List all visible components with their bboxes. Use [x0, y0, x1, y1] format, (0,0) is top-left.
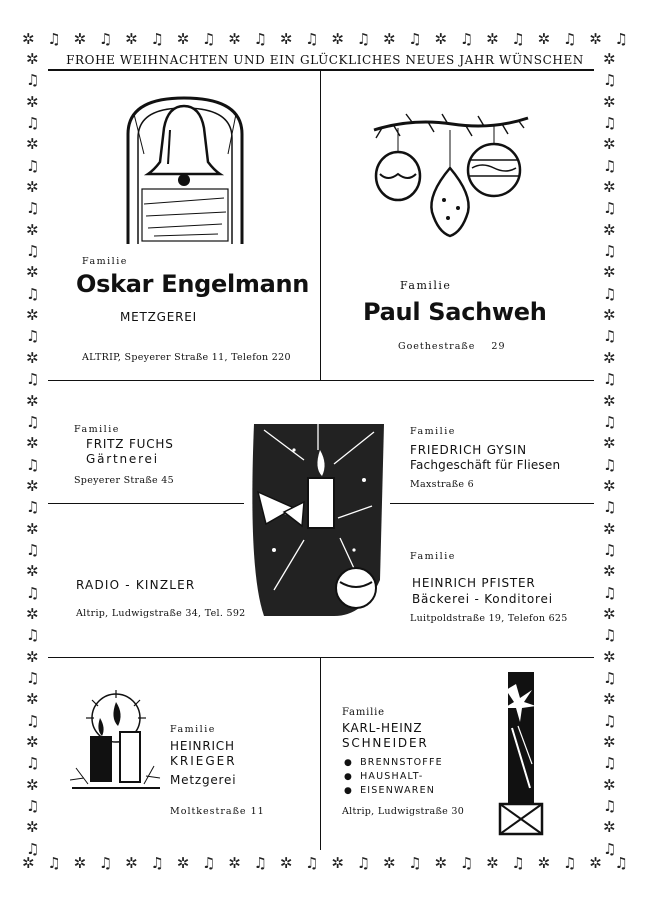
- bell-icon: ♫: [603, 199, 617, 218]
- bell-window-illustration: [124, 94, 246, 246]
- engelmann-name: Oskar Engelmann: [76, 270, 310, 298]
- star-icon: ✲: [382, 30, 396, 48]
- star-icon: ✲: [26, 519, 39, 538]
- krieger-name-line2: KRIEGER: [170, 754, 237, 768]
- bell-icon: ♫: [408, 854, 422, 872]
- border-top: [22, 30, 628, 48]
- schneider-item: ● EISENWAREN: [344, 785, 435, 796]
- star-icon: ✲: [279, 30, 293, 48]
- bell-icon: ♫: [511, 30, 525, 48]
- bell-icon: ♫: [253, 30, 268, 48]
- star-icon: ✲: [26, 178, 39, 197]
- bell-icon: ♫: [150, 30, 164, 48]
- bell-icon: ♫: [603, 455, 617, 474]
- bell-icon: ♫: [603, 540, 617, 559]
- gysin-address: Maxstraße 6: [410, 479, 474, 490]
- bell-icon: ♫: [26, 71, 40, 90]
- star-icon: ✲: [603, 476, 616, 495]
- star-icon: ✲: [537, 854, 551, 872]
- star-icon: ✲: [26, 476, 39, 495]
- gysin-familie-label: Familie: [410, 426, 456, 437]
- bell-icon: ♫: [47, 854, 61, 872]
- star-icon: ✲: [603, 135, 616, 154]
- krieger-familie-label: Familie: [170, 724, 216, 735]
- border-left: [26, 50, 39, 858]
- star-icon: ✲: [73, 854, 87, 872]
- star-icon: ✲: [26, 647, 39, 666]
- pfister-familie-label: Familie: [410, 551, 456, 562]
- bell-icon: ♫: [26, 114, 40, 133]
- divider-col-top: [320, 70, 321, 380]
- sachweh-address: Goethestraße 29: [398, 341, 506, 352]
- star-icon: ✲: [589, 854, 602, 872]
- sachweh-familie-label: Familie: [400, 279, 452, 292]
- kinzler-address: Altrip, Ludwigstraße 34, Tel. 592: [76, 608, 246, 619]
- bell-icon: ♫: [603, 754, 617, 773]
- fuchs-address: Speyerer Straße 45: [74, 475, 174, 486]
- star-icon: ✲: [228, 30, 241, 48]
- bell-icon: ♫: [26, 327, 40, 346]
- star-icon: ✲: [26, 92, 39, 111]
- bell-icon: ♫: [603, 370, 617, 389]
- bell-icon: ♫: [603, 711, 617, 730]
- bell-icon: ♫: [603, 327, 617, 346]
- schneider-item: ● HAUSHALT-: [344, 771, 423, 782]
- star-icon: ✲: [26, 391, 39, 410]
- engelmann-familie-label: Familie: [82, 256, 128, 267]
- bell-icon: ♫: [603, 71, 617, 90]
- star-icon: ✲: [382, 854, 396, 872]
- bell-icon: ♫: [603, 114, 617, 133]
- schneider-address: Altrip, Ludwigstraße 30: [342, 806, 465, 817]
- star-icon: ✲: [26, 733, 39, 751]
- bell-icon: ♫: [603, 498, 617, 517]
- bell-icon: ♫: [356, 30, 371, 48]
- kinzler-name: RADIO - KINZLER: [76, 578, 196, 592]
- pfister-trade: Bäckerei - Konditorei: [412, 592, 553, 606]
- star-icon: ✲: [603, 604, 616, 623]
- bell-icon: ♫: [356, 854, 371, 872]
- schneider-familie-label: Familie: [342, 707, 385, 718]
- greeting-headline: FROHE WEIHNACHTEN UND EIN GLÜCKLICHES NEUES JAHR WÜNSCHEN: [66, 53, 584, 67]
- star-icon: ✲: [26, 348, 39, 367]
- bell-icon: ♫: [614, 854, 628, 872]
- bell-icon: ♫: [603, 583, 617, 602]
- bell-icon: ♫: [26, 199, 40, 218]
- bell-icon: ♫: [603, 797, 617, 816]
- schneider-item: ● BRENNSTOFFE: [344, 757, 443, 768]
- bell-icon: ♫: [26, 797, 40, 816]
- bell-icon: ♫: [511, 854, 525, 872]
- bell-icon: ♫: [26, 284, 40, 303]
- ornaments-illustration: [372, 112, 530, 238]
- star-icon: ✲: [22, 854, 35, 872]
- star-icon: ✲: [603, 391, 616, 410]
- star-icon: ✲: [26, 135, 39, 154]
- bell-icon: ♫: [614, 30, 628, 48]
- krieger-address: Moltkestraße 11: [170, 806, 265, 817]
- krieger-trade: Metzgerei: [170, 773, 237, 787]
- star-icon: ✲: [603, 220, 616, 239]
- bell-icon: ♫: [603, 412, 617, 431]
- pfister-address: Luitpoldstraße 19, Telefon 625: [410, 613, 568, 624]
- schneider-name-line2: SCHNEIDER: [342, 736, 429, 750]
- bell-icon: ♫: [603, 284, 617, 303]
- star-icon: ✲: [603, 647, 616, 666]
- star-icon: ✲: [331, 30, 344, 48]
- star-icon: ✲: [603, 519, 616, 538]
- bell-icon: ♫: [202, 30, 216, 48]
- bell-icon: ♫: [26, 498, 40, 517]
- bell-icon: ♫: [253, 854, 268, 872]
- fuchs-trade: Gärtnerei: [86, 452, 159, 466]
- candles-illustration: [70, 688, 162, 792]
- fuchs-familie-label: Familie: [74, 424, 120, 435]
- star-icon: ✲: [603, 263, 616, 282]
- star-icon: ✲: [176, 30, 190, 48]
- divider-mid-right: [390, 503, 594, 504]
- bell-icon: ♫: [26, 156, 40, 175]
- divider-row-3: [48, 657, 594, 658]
- engelmann-trade: METZGEREI: [120, 310, 198, 324]
- bell-icon: ♫: [26, 754, 40, 773]
- star-icon: ✲: [603, 178, 616, 197]
- star-icon: ✲: [603, 562, 616, 581]
- schneider-name-line1: KARL-HEINZ: [342, 721, 423, 735]
- star-icon: ✲: [537, 30, 551, 48]
- star-icon: ✲: [26, 220, 39, 239]
- bell-icon: ♫: [26, 583, 40, 602]
- star-icon: ✲: [603, 818, 616, 837]
- engelmann-address: ALTRIP, Speyerer Straße 11, Telefon 220: [82, 352, 291, 363]
- pfister-name: HEINRICH PFISTER: [412, 576, 536, 590]
- star-icon: ✲: [26, 562, 39, 581]
- star-icon: ✲: [176, 854, 190, 872]
- star-icon: ✲: [603, 733, 616, 751]
- star-icon: ✲: [486, 854, 499, 872]
- star-icon: ✲: [486, 30, 499, 48]
- border-bottom: [22, 854, 628, 872]
- star-icon: ✲: [26, 306, 39, 325]
- divider-row-1: [48, 380, 594, 381]
- star-icon: ✲: [26, 263, 39, 282]
- star-icon: ✲: [125, 30, 138, 48]
- star-icon: ✲: [434, 854, 448, 872]
- bell-icon: ♫: [150, 854, 164, 872]
- bell-icon: ♫: [98, 854, 113, 872]
- bell-icon: ♫: [562, 30, 577, 48]
- star-icon: ✲: [26, 604, 39, 623]
- star-icon: ✲: [434, 30, 448, 48]
- fuchs-name: FRITZ FUCHS: [86, 437, 174, 451]
- bell-icon: ♫: [459, 30, 474, 48]
- bell-icon: ♫: [47, 30, 61, 48]
- bell-icon: ♫: [408, 30, 422, 48]
- star-icon: ✲: [331, 854, 344, 872]
- tall-candle-illustration: [496, 668, 548, 838]
- star-icon: ✲: [73, 30, 87, 48]
- star-icon: ✲: [589, 30, 602, 48]
- bell-icon: ♫: [26, 626, 40, 645]
- star-icon: ✲: [125, 854, 138, 872]
- gysin-name: FRIEDRICH GYSIN: [410, 443, 527, 457]
- bell-icon: ♫: [603, 626, 617, 645]
- bell-icon: ♫: [305, 854, 319, 872]
- star-icon: ✲: [603, 348, 616, 367]
- star-icon: ✲: [603, 434, 616, 453]
- divider-col-bottom: [320, 657, 321, 850]
- bell-icon: ♫: [26, 540, 40, 559]
- star-icon: ✲: [603, 92, 616, 111]
- bell-icon: ♫: [562, 854, 577, 872]
- bell-icon: ♫: [26, 242, 40, 261]
- star-icon: ✲: [603, 50, 616, 68]
- candle-illustration: [244, 420, 390, 620]
- bell-icon: ♫: [26, 839, 40, 858]
- gysin-trade: Fachgeschäft für Fliesen: [410, 458, 561, 472]
- star-icon: ✲: [26, 434, 39, 453]
- star-icon: ✲: [228, 854, 241, 872]
- bell-icon: ♫: [603, 242, 617, 261]
- divider-mid-left: [48, 503, 244, 504]
- sachweh-name: Paul Sachweh: [363, 298, 547, 326]
- bell-icon: ♫: [603, 156, 617, 175]
- bell-icon: ♫: [26, 370, 40, 389]
- star-icon: ✲: [26, 818, 39, 837]
- bell-icon: ♫: [98, 30, 113, 48]
- star-icon: ✲: [603, 306, 616, 325]
- krieger-name-line1: HEINRICH: [170, 739, 235, 753]
- star-icon: ✲: [603, 775, 616, 794]
- star-icon: ✲: [603, 690, 616, 709]
- bell-icon: ♫: [459, 854, 474, 872]
- border-right: [603, 50, 616, 858]
- bell-icon: ♫: [26, 455, 40, 474]
- bell-icon: ♫: [26, 711, 40, 730]
- bell-icon: ♫: [603, 839, 617, 858]
- star-icon: ✲: [279, 854, 293, 872]
- star-icon: ✲: [26, 775, 39, 794]
- star-icon: ✲: [26, 50, 39, 68]
- bell-icon: ♫: [305, 30, 319, 48]
- star-icon: ✲: [26, 690, 39, 709]
- star-icon: ✲: [22, 30, 35, 48]
- bell-icon: ♫: [26, 668, 40, 687]
- bell-icon: ♫: [603, 668, 617, 687]
- bell-icon: ♫: [202, 854, 216, 872]
- bell-icon: ♫: [26, 412, 40, 431]
